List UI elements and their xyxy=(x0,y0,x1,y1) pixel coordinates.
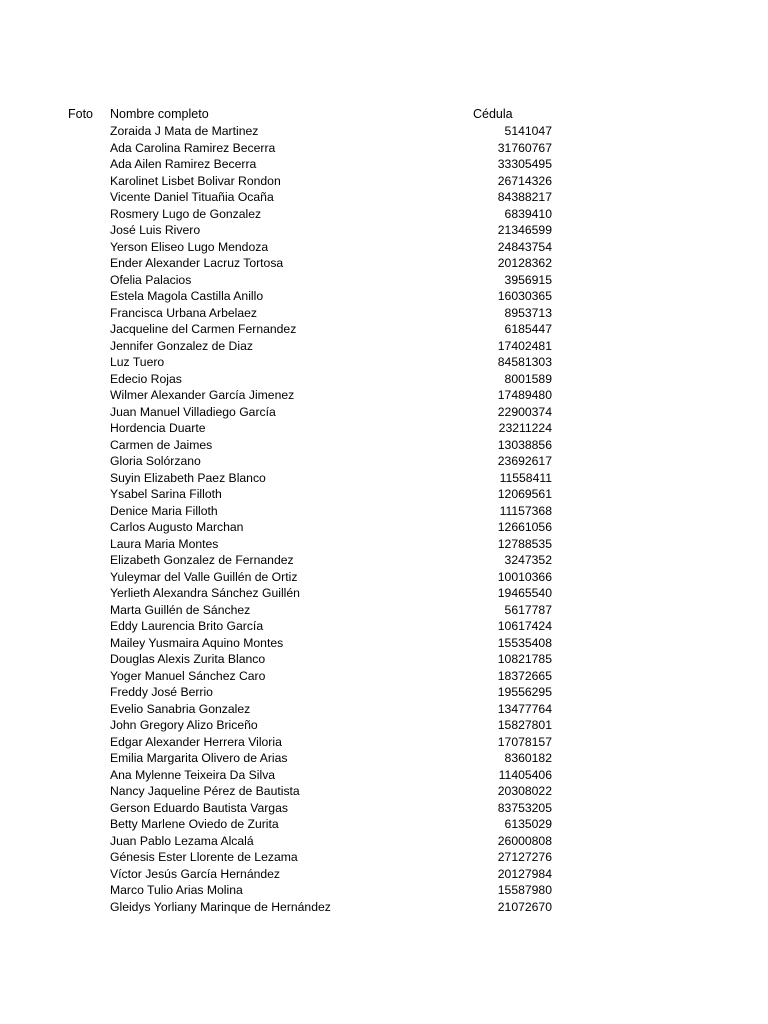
cell-cedula: 21346599 xyxy=(497,223,552,237)
table-row xyxy=(0,767,768,784)
cell-nombre: Wilmer Alexander García Jimenez xyxy=(110,388,295,402)
table-row xyxy=(0,470,768,487)
table-row xyxy=(0,783,768,800)
cell-cedula: 3956915 xyxy=(504,272,552,287)
table-row xyxy=(0,569,768,586)
cell-cedula: 8360182 xyxy=(504,751,552,765)
table-row xyxy=(0,536,768,553)
cell-nombre: Edecio Rojas xyxy=(110,371,182,386)
cell-nombre: Jennifer Gonzalez de Diaz xyxy=(110,338,253,353)
cell-nombre: Ender Alexander Lacruz Tortosa xyxy=(110,256,284,270)
table-row xyxy=(0,189,768,206)
cell-nombre: Vicente Daniel Tituañia Ocaña xyxy=(110,190,274,204)
cell-cedula: 5617787 xyxy=(504,602,552,617)
cell-nombre: Edgar Alexander Herrera Viloria xyxy=(110,734,282,749)
table-row xyxy=(0,585,768,602)
cell-cedula: 17078157 xyxy=(497,734,552,749)
table-row xyxy=(0,899,768,916)
table-row xyxy=(0,635,768,652)
cell-nombre: Gleidys Yorliany Marinque de Hernández xyxy=(110,899,331,914)
cell-nombre: Carmen de Jaimes xyxy=(110,437,213,452)
cell-cedula: 16030365 xyxy=(497,289,552,303)
table-row xyxy=(0,849,768,866)
cell-cedula: 8953713 xyxy=(504,305,552,320)
cell-nombre: Yerlieth Alexandra Sánchez Guillén xyxy=(110,586,300,600)
cell-nombre: Juan Pablo Lezama Alcalá xyxy=(110,833,254,848)
cell-nombre: Betty Marlene Oviedo de Zurita xyxy=(110,817,279,831)
table-row xyxy=(0,354,768,371)
cell-nombre: Génesis Ester Llorente de Lezama xyxy=(110,850,298,864)
cell-cedula: 17402481 xyxy=(497,338,552,353)
cell-cedula: 21072670 xyxy=(497,899,552,914)
table-row xyxy=(0,387,768,404)
cell-nombre: Eddy Laurencia Brito García xyxy=(110,619,264,633)
cell-cedula: 8001589 xyxy=(504,371,552,386)
cell-nombre: Hordencia Duarte xyxy=(110,421,206,435)
cell-cedula: 13038856 xyxy=(497,437,552,452)
cell-nombre: Ysabel Sarina Filloth xyxy=(110,487,222,501)
header-nombre-completo: Nombre completo xyxy=(110,107,209,121)
cell-cedula: 19465540 xyxy=(497,586,552,600)
table-row xyxy=(0,519,768,536)
table-row xyxy=(0,618,768,635)
table-row xyxy=(0,420,768,437)
cell-nombre: Yoger Manuel Sánchez Caro xyxy=(110,668,266,683)
cell-cedula: 6135029 xyxy=(504,817,552,831)
cell-nombre: Laura Maria Montes xyxy=(110,536,219,551)
cell-nombre: Estela Magola Castilla Anillo xyxy=(110,289,264,303)
table-header xyxy=(0,106,768,123)
cell-cedula: 5141047 xyxy=(504,124,552,138)
cell-nombre: Francisca Urbana Arbelaez xyxy=(110,305,257,320)
cell-nombre: Mailey Yusmaira Aquino Montes xyxy=(110,635,284,650)
table-row xyxy=(0,701,768,718)
cell-nombre: José Luis Rivero xyxy=(110,223,201,237)
table-row xyxy=(0,486,768,503)
table-row xyxy=(0,651,768,668)
cell-nombre: Gloria Solórzano xyxy=(110,454,201,468)
cell-cedula: 11558411 xyxy=(499,470,552,485)
cell-nombre: Ana Mylenne Teixeira Da Silva xyxy=(110,767,276,782)
cell-cedula: 10617424 xyxy=(497,619,552,633)
table-row xyxy=(0,288,768,305)
cell-nombre: Nancy Jaqueline Pérez de Bautista xyxy=(110,784,300,798)
cell-cedula: 3247352 xyxy=(504,553,552,567)
cell-cedula: 31760767 xyxy=(497,140,552,155)
cell-cedula: 11157368 xyxy=(499,503,552,518)
cell-nombre: Yerson Eliseo Lugo Mendoza xyxy=(110,239,269,254)
cell-cedula: 33305495 xyxy=(497,157,552,171)
cell-cedula: 12788535 xyxy=(497,536,552,551)
cell-cedula: 19556295 xyxy=(497,685,552,699)
cell-cedula: 13477764 xyxy=(497,701,552,716)
cell-cedula: 23211224 xyxy=(498,421,552,435)
cell-cedula: 24843754 xyxy=(497,239,552,254)
cell-cedula: 15827801 xyxy=(497,718,552,732)
cell-cedula: 22900374 xyxy=(497,404,552,419)
cell-nombre: Karolinet Lisbet Bolivar Rondon xyxy=(110,173,281,188)
cell-nombre: Freddy José Berrio xyxy=(110,685,213,699)
table-row xyxy=(0,206,768,223)
table-row xyxy=(0,156,768,173)
table-row xyxy=(0,305,768,322)
cell-cedula: 17489480 xyxy=(497,388,552,402)
cell-nombre: Emilia Margarita Olivero de Arias xyxy=(110,751,288,765)
table-row xyxy=(0,668,768,685)
cell-nombre: Evelio Sanabria Gonzalez xyxy=(110,701,251,716)
header-foto: Foto xyxy=(68,107,94,121)
cell-cedula: 15535408 xyxy=(497,635,552,650)
table-row xyxy=(0,437,768,454)
table-row xyxy=(0,453,768,470)
cell-nombre: Ada Ailen Ramirez Becerra xyxy=(110,157,257,171)
table-row xyxy=(0,684,768,701)
cell-nombre: Luz Tuero xyxy=(110,355,165,369)
cell-nombre: Rosmery Lugo de Gonzalez xyxy=(110,206,262,221)
cell-nombre: Jacqueline del Carmen Fernandez xyxy=(110,322,297,336)
cell-cedula: 26714326 xyxy=(497,173,552,188)
table-body xyxy=(0,123,768,915)
cell-cedula: 83753205 xyxy=(497,800,552,815)
table-row xyxy=(0,321,768,338)
cell-nombre: Denice Maria Filloth xyxy=(110,503,218,518)
table-row xyxy=(0,255,768,272)
cell-nombre: Gerson Eduardo Bautista Vargas xyxy=(110,800,288,815)
table-row xyxy=(0,371,768,388)
cell-cedula: 20128362 xyxy=(497,256,552,270)
table-row xyxy=(0,866,768,883)
table-row xyxy=(0,503,768,520)
cell-nombre: Juan Manuel Villadiego García xyxy=(110,404,276,419)
cell-cedula: 26000808 xyxy=(497,833,552,848)
table-row xyxy=(0,816,768,833)
cell-nombre: Marco Tulio Arias Molina xyxy=(110,883,243,897)
table-row xyxy=(0,800,768,817)
cell-cedula: 12661056 xyxy=(497,520,552,534)
table-row xyxy=(0,833,768,850)
cell-nombre: Ada Carolina Ramirez Becerra xyxy=(110,140,276,155)
cell-cedula: 11405406 xyxy=(498,767,552,782)
cell-nombre: Marta Guillén de Sánchez xyxy=(110,602,251,617)
cell-cedula: 84581303 xyxy=(497,355,552,369)
cell-nombre: Ofelia Palacios xyxy=(110,272,192,287)
cell-cedula: 12069561 xyxy=(497,487,552,501)
cell-nombre: Elizabeth Gonzalez de Fernandez xyxy=(110,553,294,567)
cell-cedula: 20308022 xyxy=(497,784,552,798)
cell-nombre: Carlos Augusto Marchan xyxy=(110,520,244,534)
table-row xyxy=(0,717,768,734)
table-row xyxy=(0,272,768,289)
cell-nombre: John Gregory Alizo Briceño xyxy=(110,718,258,732)
cell-cedula: 27127276 xyxy=(497,850,552,864)
table-row xyxy=(0,239,768,256)
cell-nombre: Zoraida J Mata de Martinez xyxy=(110,124,259,138)
cell-nombre: Víctor Jesús García Hernández xyxy=(110,866,281,881)
table-row xyxy=(0,602,768,619)
table-row xyxy=(0,338,768,355)
cell-cedula: 84388217 xyxy=(497,190,552,204)
cell-cedula: 6839410 xyxy=(504,206,552,221)
table-row xyxy=(0,552,768,569)
cell-cedula: 15587980 xyxy=(497,883,552,897)
cell-cedula: 10010366 xyxy=(497,569,552,584)
cell-cedula: 6185447 xyxy=(504,322,552,336)
cell-nombre: Douglas Alexis Zurita Blanco xyxy=(110,652,266,666)
cell-nombre: Suyin Elizabeth Paez Blanco xyxy=(110,470,266,485)
table-row xyxy=(0,882,768,899)
table-row xyxy=(0,222,768,239)
header-cedula: Cédula xyxy=(473,107,513,121)
table-row xyxy=(0,750,768,767)
table-row xyxy=(0,173,768,190)
cell-cedula: 18372665 xyxy=(497,668,552,683)
cell-nombre: Yuleymar del Valle Guillén de Ortiz xyxy=(110,569,298,584)
table-row xyxy=(0,734,768,751)
table-row xyxy=(0,123,768,140)
cell-cedula: 23692617 xyxy=(497,454,552,468)
cell-cedula: 10821785 xyxy=(497,652,552,666)
table-row xyxy=(0,140,768,157)
table-row xyxy=(0,404,768,421)
cell-cedula: 20127984 xyxy=(497,866,552,881)
